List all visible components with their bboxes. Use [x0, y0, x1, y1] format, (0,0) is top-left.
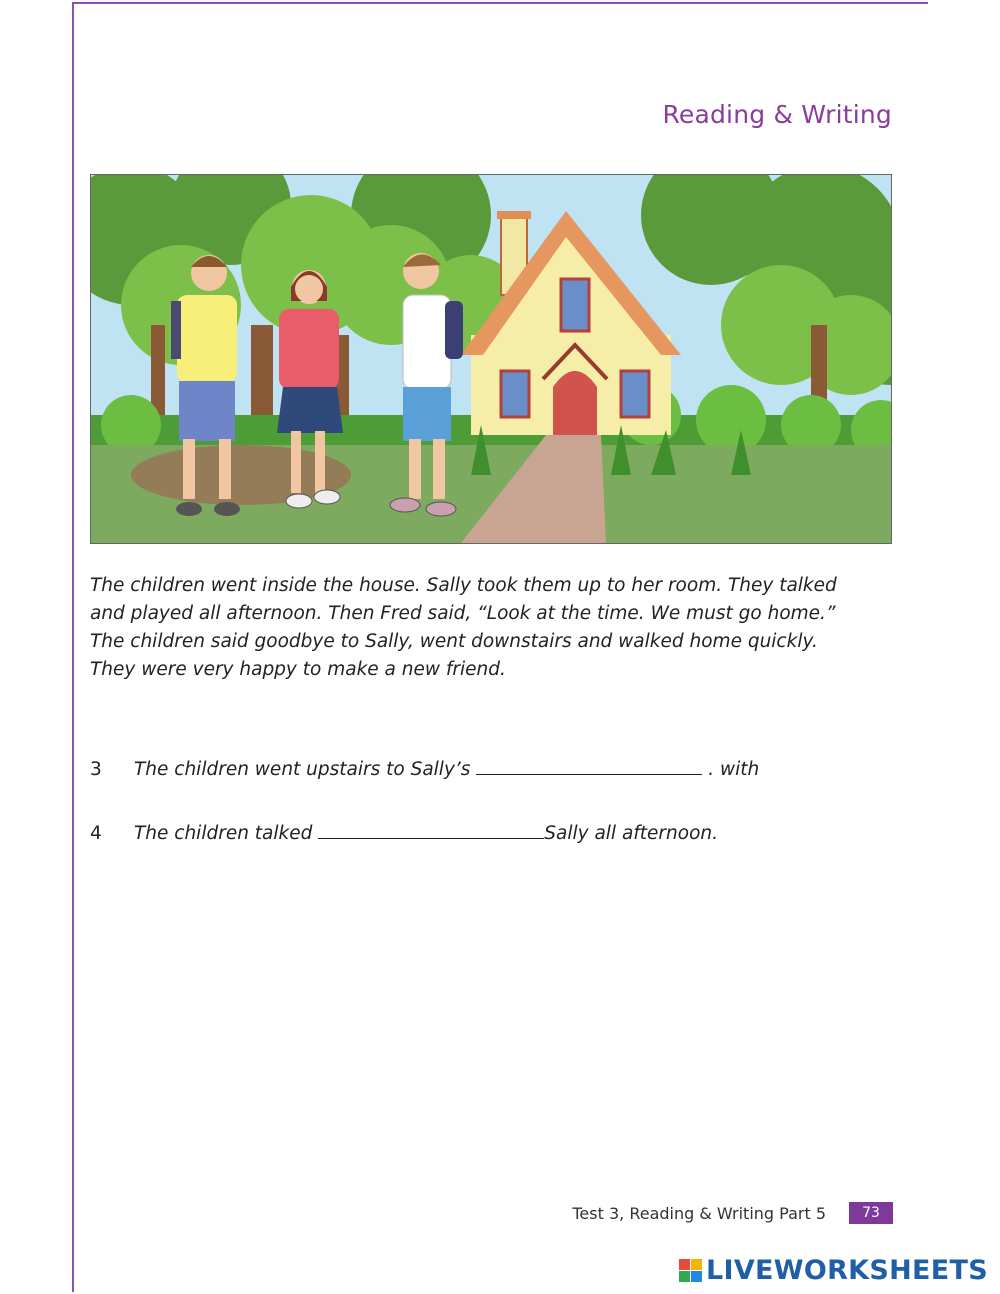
- story-illustration: [90, 174, 892, 544]
- liveworksheets-brand[interactable]: [679, 1254, 988, 1286]
- question-number: 3: [90, 759, 102, 780]
- liveworksheets-logo-icon: [679, 1259, 702, 1282]
- question-text: The children talked: [134, 823, 313, 844]
- question-number: 4: [90, 823, 102, 844]
- question-3: [90, 756, 890, 780]
- question-4: [90, 820, 890, 844]
- reading-passage: [90, 572, 880, 684]
- passage-line: The children said goodbye to Sally, went downstairs and walked home quickly.: [90, 631, 818, 652]
- question-trailing-text: Sally all afternoon.: [544, 823, 719, 844]
- page-border-left: [72, 2, 74, 1292]
- page-border-top: [72, 2, 928, 4]
- passage-line: They were very happy to make a new friend.: [90, 659, 506, 680]
- footer-caption: Test 3, Reading & Writing Part 5: [572, 1204, 826, 1223]
- passage-line: The children went inside the house. Sally took them up to her room. They talked: [90, 575, 837, 596]
- answer-blank-3[interactable]: [476, 756, 702, 775]
- page-number-badge: 73: [849, 1202, 893, 1224]
- brand-name: LIVEWORKSHEETS: [705, 1254, 988, 1286]
- question-text: The children went upstairs to Sally’s: [134, 759, 471, 780]
- section-title: Reading & Writing: [662, 100, 892, 129]
- question-trailing-text: . with: [708, 759, 760, 780]
- passage-line: and played all afternoon. Then Fred said, “Look at the time. We must go home.”: [90, 603, 836, 624]
- answer-blank-4[interactable]: [318, 820, 544, 839]
